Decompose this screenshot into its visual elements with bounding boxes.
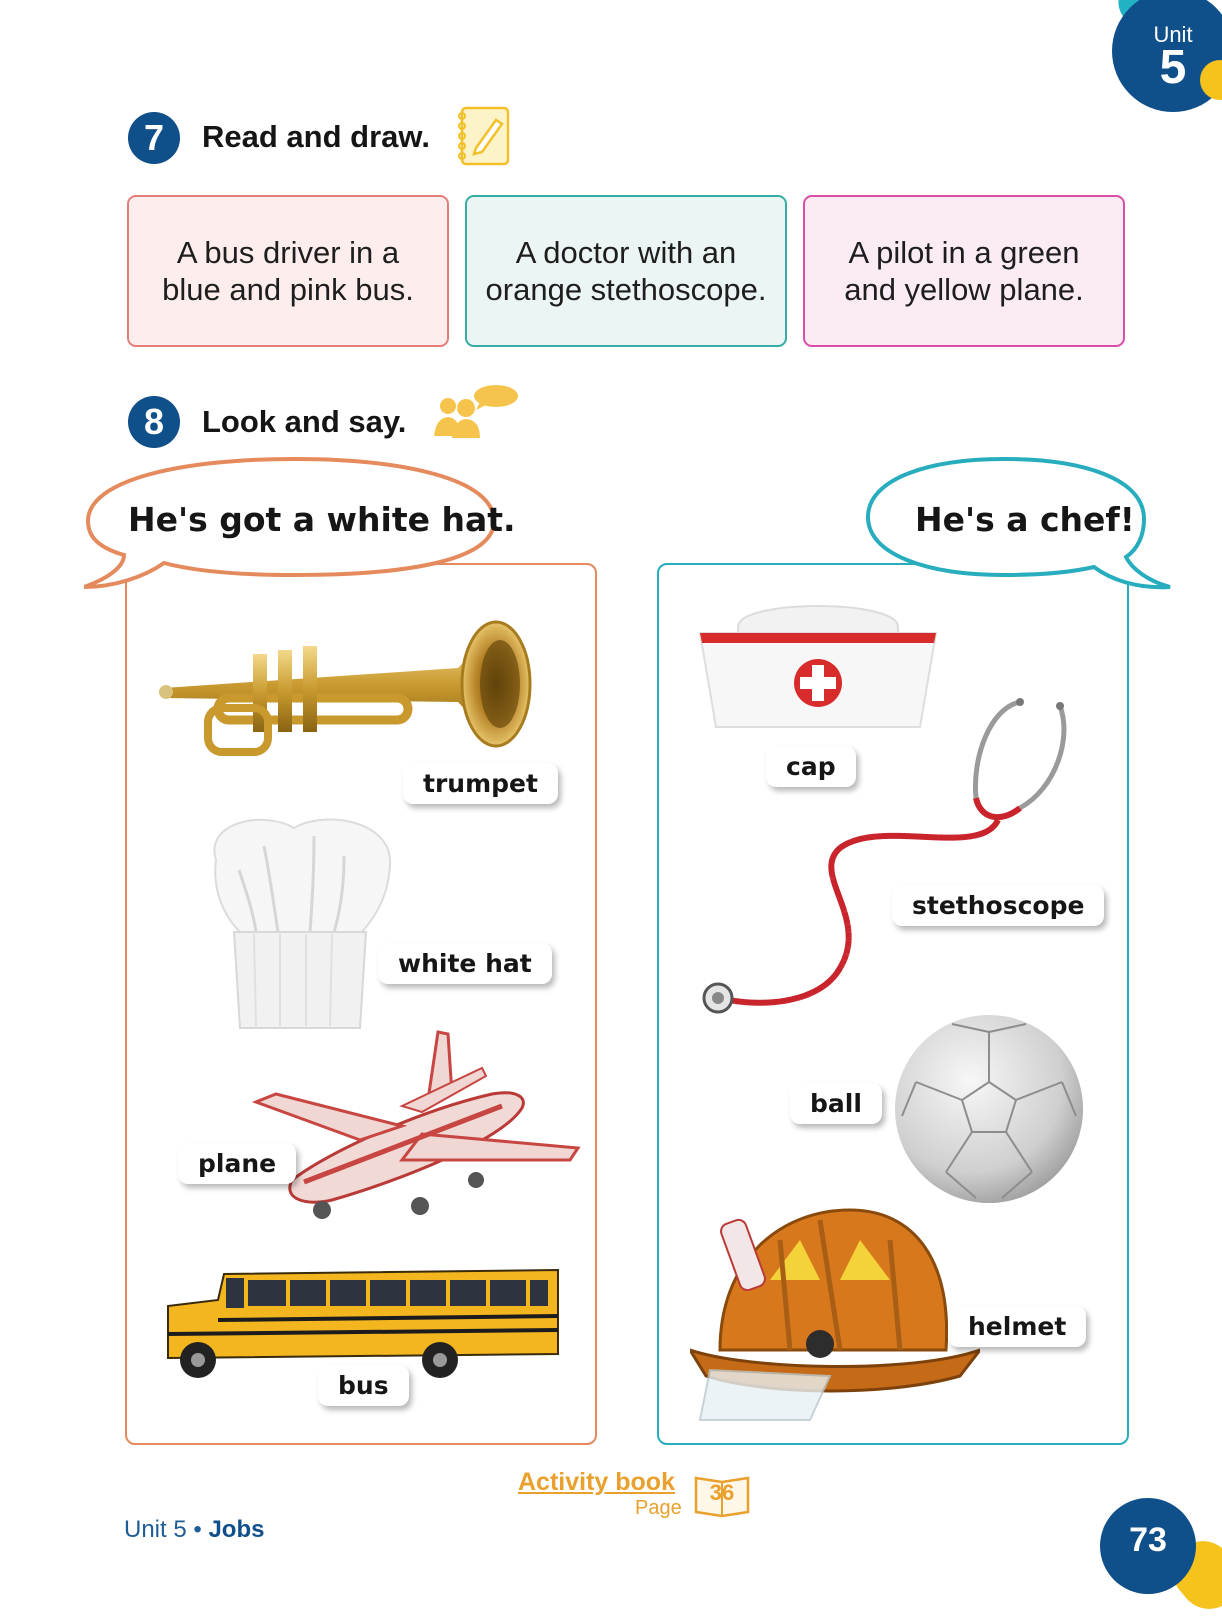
label-trumpet: trumpet [403, 763, 558, 804]
label-helmet: helmet [948, 1306, 1086, 1347]
bus-picture [158, 1262, 564, 1382]
read-draw-box-bus [127, 195, 449, 347]
footer-unit-topic: Jobs [208, 1516, 265, 1543]
box-line: A pilot in a green [848, 235, 1080, 270]
notebook-pencil-icon [456, 102, 514, 168]
exercise-8-title: Look and say. [202, 404, 407, 439]
unit-badge-number: 5 [1159, 41, 1187, 94]
box-line: orange stethoscope. [485, 272, 767, 307]
page-number: 73 [1100, 1498, 1196, 1594]
label-ball: ball [790, 1083, 882, 1124]
box-line: and yellow plane. [844, 272, 1084, 307]
activity-book-page-number: 36 [709, 1480, 735, 1505]
label-white-hat: white hat [378, 943, 552, 984]
stethoscope-picture [700, 698, 1090, 1028]
box-line: blue and pink bus. [162, 272, 414, 307]
footer-unit-text: Unit 5 • [124, 1516, 209, 1543]
plane-picture [252, 1030, 582, 1230]
read-draw-box-pilot [803, 195, 1125, 347]
left-bubble-text: He's got a white hat. [128, 500, 516, 539]
ball-picture [892, 1012, 1086, 1206]
helmet-picture [690, 1200, 980, 1422]
label-bus: bus [318, 1365, 409, 1406]
trumpet-picture [158, 598, 552, 788]
box-line: A doctor with an [515, 235, 737, 270]
chef-hat-picture [194, 816, 400, 1034]
read-draw-box-doctor [465, 195, 787, 347]
label-stethoscope: stethoscope [892, 885, 1104, 926]
speaking-people-icon [430, 384, 520, 440]
exercise-7-title: Read and draw. [202, 119, 430, 154]
footer-unit [124, 1516, 264, 1544]
activity-book-link[interactable]: Activity book [518, 1468, 675, 1496]
exercise-8-number: 8 [128, 396, 180, 448]
unit-badge [1112, 0, 1222, 112]
right-bubble-text: He's a chef! [915, 500, 1135, 539]
label-cap: cap [766, 746, 856, 787]
activity-book-page-word: Page [635, 1497, 682, 1519]
box-line: A bus driver in a [176, 235, 400, 270]
exercise-7-number: 7 [128, 112, 180, 164]
unit-badge-label: Unit [1153, 22, 1193, 47]
label-plane: plane [178, 1143, 296, 1184]
